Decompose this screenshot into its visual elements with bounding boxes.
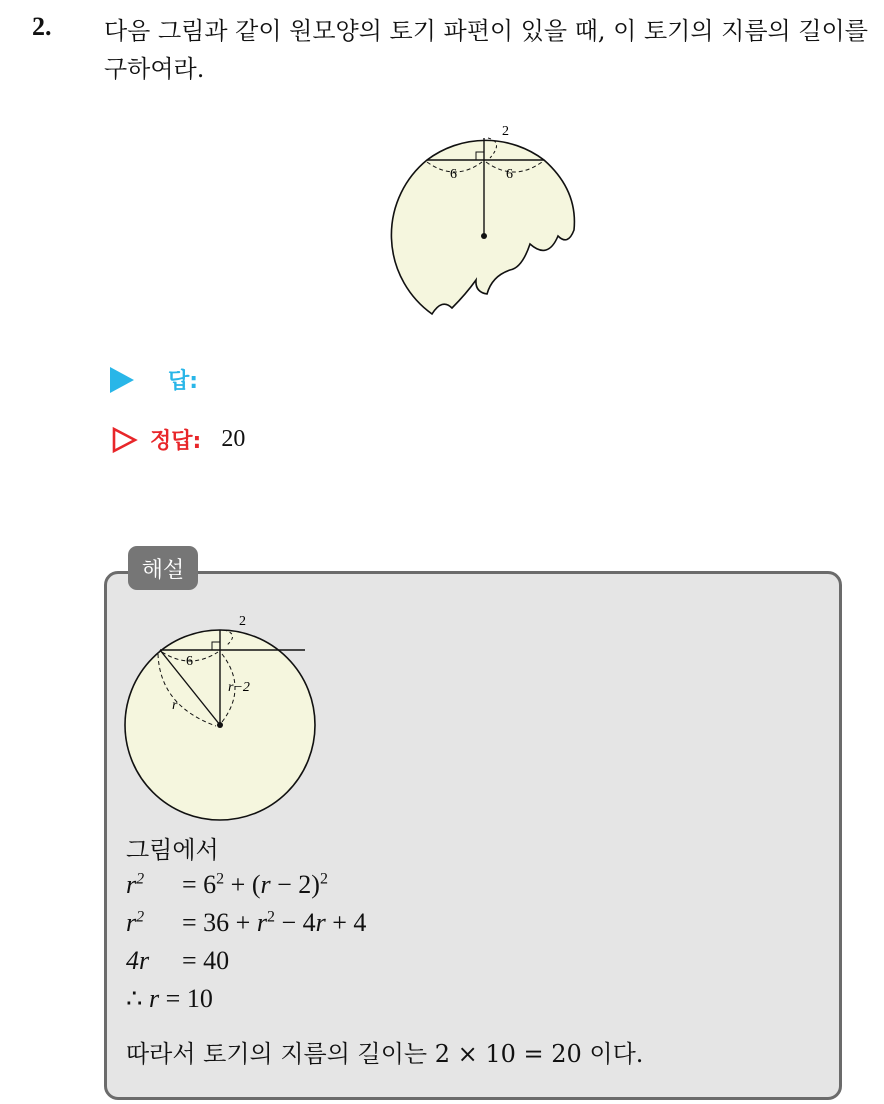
label-top: 2	[239, 614, 246, 629]
solution-intro: 그림에서	[126, 836, 219, 864]
correct-value: 20	[221, 426, 246, 452]
equation-line-2: $r^2 = 36 + r^2 - 4r + 4$	[126, 908, 367, 937]
label-top: 2	[502, 124, 509, 139]
answer-row	[110, 364, 218, 395]
center-point	[481, 233, 487, 239]
equation-line-4: ∴ r = 10	[126, 984, 213, 1013]
equation-line-3: 4r = 40	[126, 946, 230, 975]
solution-circle-figure	[120, 606, 340, 831]
solution-conclusion: 따라서 토기의 지름의 길이는 2 × 10 = 20 이다.	[126, 1040, 644, 1068]
correct-answer-row	[110, 424, 245, 455]
solution-tag: 해설	[128, 546, 198, 590]
question-number: 2.	[32, 12, 52, 41]
answer-label: 답:	[168, 369, 199, 394]
label-height: r−2	[228, 680, 250, 695]
correct-label: 정답:	[150, 429, 202, 454]
label-right: 6	[506, 167, 513, 182]
shard-outline	[391, 140, 574, 314]
label-left: 6	[450, 167, 457, 182]
outline-triangle-icon	[110, 426, 138, 454]
center-point	[217, 722, 223, 728]
equation-line-1: $r^2 = 6^2 + (r - 2)^2$	[126, 870, 328, 899]
question-text: 다음 그림과 같이 원모양의 토기 파편이 있을 때, 이 토기의 지름의 길이를 구하여라.	[104, 17, 868, 83]
play-triangle-icon	[110, 367, 134, 393]
label-radius: r	[172, 698, 178, 713]
label-half: 6	[186, 654, 193, 669]
pottery-shard-figure	[380, 118, 590, 323]
